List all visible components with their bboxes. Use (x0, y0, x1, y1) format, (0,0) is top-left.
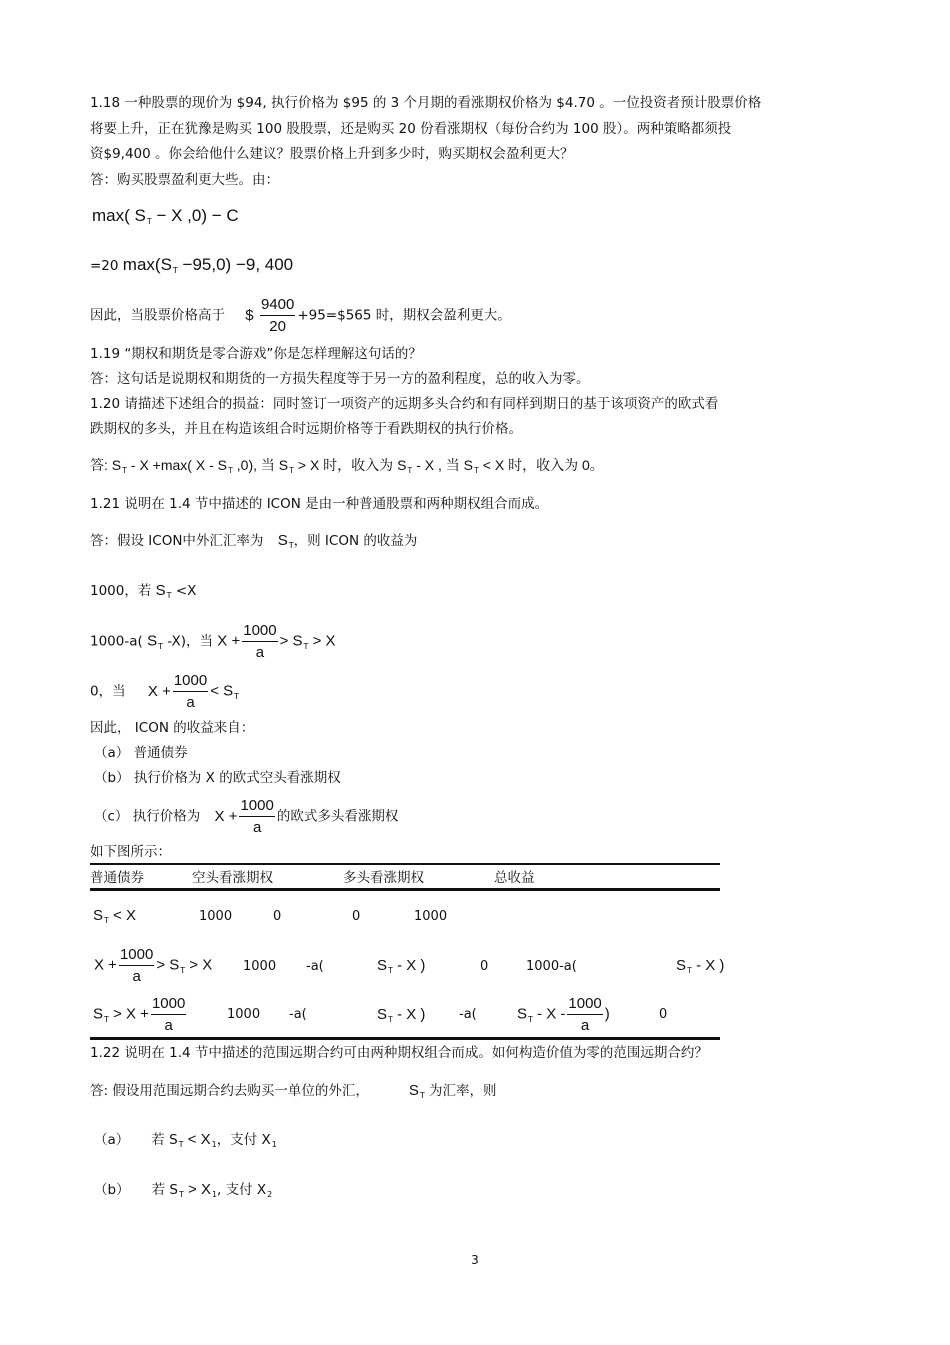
figure-caption: 如下图所示： (90, 844, 171, 860)
p120-answer: 答: $S_T - X +\max$( X - $S_T$ ,0), 当 $S_T > X$ 时，收入为 $S_T$ - X , 当 $S_T < X$ 时，收入为 0。 (90, 457, 604, 475)
table-row2-condition: X + $\frac{1000}{a}$ > $S_T > X$ (94, 946, 213, 985)
table-row2-bond: 1000 (243, 959, 277, 974)
icon-source-c: （c） 执行价格为 X + $\frac{1000}{a}$ 的欧式多头看涨期权 (94, 797, 399, 836)
p120-line2: 跌期权的多头，并且在构造该组合时远期价格等于看跌期权的执行价格。 (90, 421, 522, 437)
table-header-rule (90, 888, 720, 891)
table-bottom-rule (90, 1037, 720, 1040)
page-number: 3 (471, 1253, 479, 1267)
table-row1-condition: $S_T < X$ (93, 907, 137, 925)
p120-line1: 1.20 请描述下述组合的损益：同时签订一项资产的远期多头合约和有同样到期日的基于该项资产的欧式看 (90, 396, 719, 412)
fraction-9400-20: $\frac{9400}{20}$ (260, 296, 295, 335)
breakeven-price-line: 因此，当股票价格高于 $ $\frac{9400}{20}$ +95=$565 时，期权会盈利更大。 (90, 296, 511, 335)
icon-case3: 0，当 X + $\frac{1000}{a}$ < $S_T$ (90, 672, 240, 711)
table-header-long-call: 多头看涨期权 (343, 870, 424, 886)
table-row1-long: 0 (352, 909, 361, 924)
table-header-short-call: 空头看涨期权 (192, 870, 273, 886)
table-row3-condition: $S_T > X$ + $\frac{1000}{a}$ (93, 995, 186, 1034)
p118-line3: 资$9,400 。你会给他什么建议？股票价格上升到多少时，购买期权会盈利更大？ (90, 146, 574, 162)
table-row2-total-a: 1000-a( (526, 959, 577, 974)
table-header-bond: 普通债券 (90, 870, 144, 886)
p118-line1: 1.18 一种股票的现价为 $94, 执行价格为 $95 的 3 个月期的看涨期权价格为 $4.70 。一位投资者预计股票价格 (90, 95, 762, 111)
p121-answer: 答：假设 ICON中外汇汇率为 $S_T$，则 ICON 的收益为 (90, 532, 418, 550)
table-row2-long: 0 (480, 959, 489, 974)
icon-case1: 1000，若 $S_T <X$ (90, 582, 197, 600)
table-row3-bond: 1000 (227, 1007, 261, 1022)
p119-answer: 答：这句话是说期权和期货的一方损失程度等于另一方的盈利程度，总的收入为零。 (90, 371, 590, 387)
p122-case-a: （a） 若 $S_T < X_1$，支付 $X_1$ (94, 1131, 277, 1149)
table-row1-total: 1000 (414, 909, 448, 924)
icon-case2: 1000-a( $S_T$ -X)，当 X + $\frac{1000}{a}$ > $S_T > X$ (90, 622, 336, 661)
table-row3-long-b: $S_T$ - X - $\frac{1000}{a}$ ) (517, 995, 610, 1034)
table-top-rule (90, 863, 720, 865)
table-row3-short-a: -a( (289, 1007, 307, 1022)
icon-source-b: （b） 执行价格为 X 的欧式空头看涨期权 (94, 770, 341, 786)
p121-question: 1.21 说明在 1.4 节中描述的 ICON 是由一种普通股票和两种期权组合而成。 (90, 496, 549, 512)
p118-answer: 答：购买股票盈利更大些。由： (90, 172, 279, 188)
formula-max-call: max( $S_T - X$ ,0) − C (92, 206, 239, 226)
table-row3-short-b: $S_T$ - X ) (377, 1006, 426, 1024)
p118-line2: 将要上升，正在犹豫是购买 100 股股票，还是购买 20 份看涨期权（每份合约为 100 股）。两种策略都须投 (90, 121, 732, 137)
table-row2-short-a: -a( (306, 959, 324, 974)
p119-question: 1.19 “期权和期货是零合游戏”你是怎样理解这句话的？ (90, 346, 422, 362)
table-header-total: 总收益 (494, 870, 535, 886)
p122-answer: 答: 假设用范围远期合约去购买一单位的外汇， $S_T$ 为汇率，则 (90, 1082, 497, 1100)
table-row3-total: 0 (659, 1007, 668, 1022)
p122-question: 1.22 说明在 1.4 节中描述的范围远期合约可由两种期权组合而成。如何构造价值为零的范围远期合约？ (90, 1045, 708, 1061)
table-row2-short-b: $S_T$ - X ) (377, 957, 426, 975)
table-row1-short: 0 (273, 909, 282, 924)
table-row3-long-a: -a( (459, 1007, 477, 1022)
table-row1-bond: 1000 (199, 909, 233, 924)
formula-option-profit: =20 $\max(S_T -95,0) -9$, 400 (90, 255, 294, 275)
icon-source-intro: 因此， ICON 的收益来自： (90, 720, 255, 736)
table-row2-total-b: $S_T$ - X ) (676, 957, 725, 975)
p122-case-b: （b） 若 $S_T > X_1$, 支付 $X_2$ (94, 1181, 273, 1199)
icon-source-a: （a） 普通债券 (94, 745, 188, 761)
